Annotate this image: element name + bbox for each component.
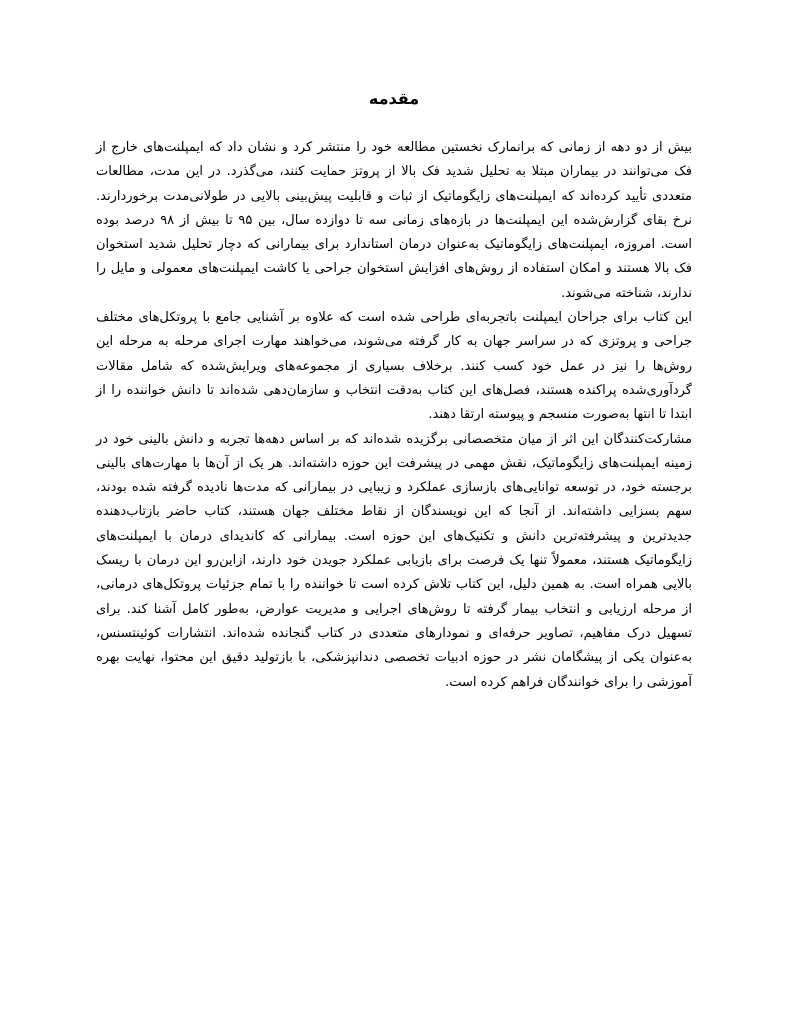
page-title: مقدمه	[368, 89, 420, 108]
paragraph-2: این کتاب برای جراحان ایمپلنت باتجربه‌ای طراحی شده است که علاوه بر آشنایی جامع با پروتکل‌های مختلف جراحی و پروتزی که در سراسر جهان به کار گرفته می‌شوند، می‌خواهند مهارت اجرای مرحله به مرحله این روش‌ها را نیز در عمل خود کسب کنند. برخلاف بسیاری از مجموعه‌های ویرایش‌شده که شامل مقالات گردآوری‌شده پراکنده هستند، فصل‌های این کتاب به‌دقت انتخاب و سازمان‌دهی شده‌اند تا دانش خواننده را از ابتدا تا انتها به‌صورت منسجم و پیوسته ارتقا دهند.	[96, 310, 692, 423]
paragraph-3: مشارکت‌کنندگان این اثر از میان متخصصانی برگزیده شده‌اند که بر اساس دهه‌ها تجربه و دانش بالینی خود در زمینه ایمپلنت‌های زایگوماتیک، نقش مهمی در پیشرفت این حوزه داشته‌اند. هر یک از آن‌ها با مهارت‌های بالینی برجسته خود، در توسعه توانایی‌های بازسازی عملکرد و زیبایی در بیمارانی که مدت‌ها نادیده گرفته شده بودند، سهم بسزایی داشته‌اند. از آنجا که این نویسندگان از نقاط مختلف جهان هستند، کتاب حاضر بازتاب‌دهنده جدیدترین و پیشرفته‌ترین دانش و تکنیک‌های این حوزه است. بیمارانی که کاندیدای درمان با ایمپلنت‌های زایگوماتیک هستند، معمولاً تنها یک فرصت برای بازیابی عملکرد جویدن خود دارند، ازاین‌رو این درمان با ریسک بالایی همراه است. به همین دلیل، این کتاب تلاش کرده است تا خواننده را با تمام جزئیات پروتکل‌های درمانی، از مرحله ارزیابی و انتخاب بیمار گرفته تا روش‌های اجرایی و مدیریت عوارض، به‌طور کامل آشنا کند. برای تسهیل درک مفاهیم، تصاویر حرفه‌ای و نمودارهای متعددی در کتاب گنجانده شده‌اند. انتشارات کوئینتسنس، به‌عنوان یکی از پیشگامان نشر در حوزه ادبیات تخصصی دندانپزشکی، با بازتولید دقیق این محتوا، نهایت بهره آموزشی را برای خوانندگان فراهم کرده است.	[96, 431, 692, 690]
body-text	[96, 136, 692, 695]
paragraph-1: بیش از دو دهه از زمانی که برانمارک نخستین مطالعه خود را منتشر کرد و نشان داد که ایمپلنت‌های خارج از فک می‌توانند در بیماران مبتلا به تحلیل شدید فک بالا از پروتز حمایت کنند، می‌گذرد. در این مدت، مطالعات متعددی تأیید کرده‌اند که ایمپلنت‌های زایگوماتیک از ثبات و قابلیت پیش‌بینی بالایی در طولانی‌مدت برخوردارند. نرخ بقای گزارش‌شده این ایمپلنت‌ها در بازه‌های زمانی سه تا دوازده سال، بین ۹۵ تا بیش از ۹۸ درصد بوده است. امروزه، ایمپلنت‌های زایگوماتیک به‌عنوان درمان استاندارد برای بیمارانی که دچار تحلیل شدید استخوان فک بالا هستند و امکان استفاده از روش‌های افزایش استخوان جراحی یا کاشت ایمپلنت‌های معمولی و مایل را ندارند، شناخته می‌شوند.	[96, 140, 692, 301]
